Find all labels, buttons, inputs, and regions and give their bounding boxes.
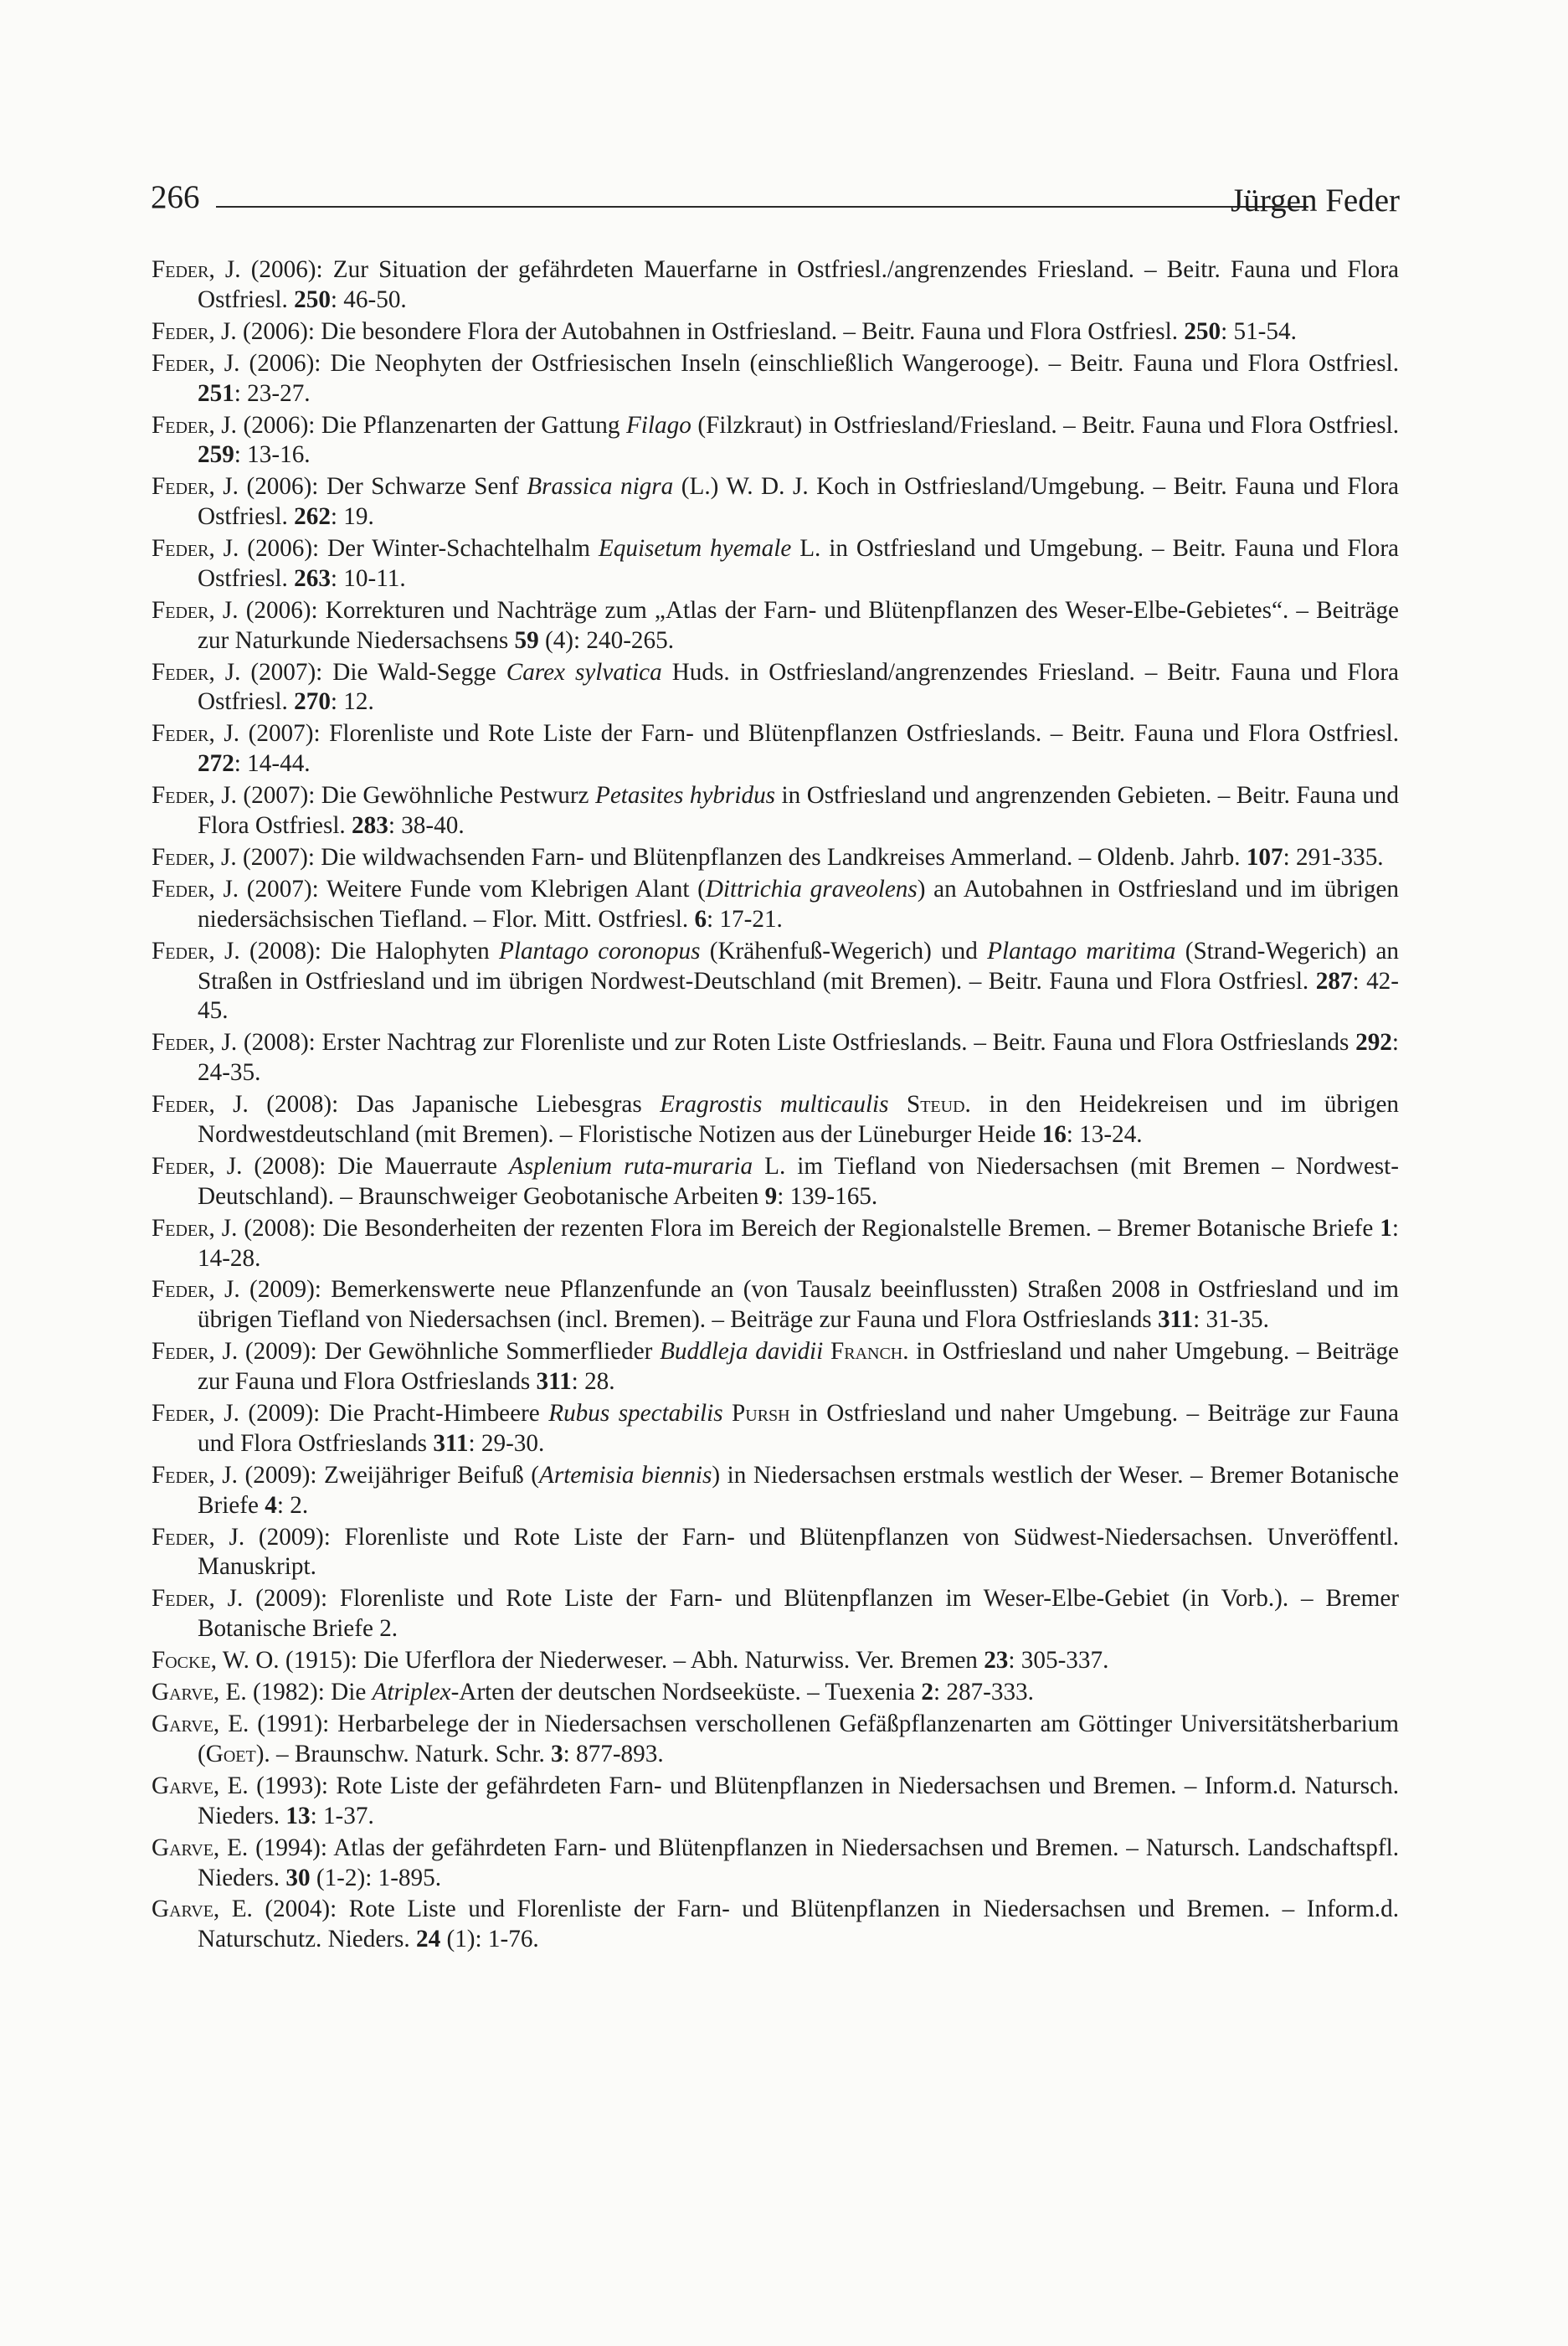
ref-volume: 251 (198, 379, 234, 407)
reference-entry (152, 1028, 1399, 1088)
ref-volume: 262 (294, 503, 331, 531)
ref-author: Focke (152, 1647, 211, 1675)
ref-scientific-name: Artemisia biennis (539, 1461, 712, 1489)
reference-entry (152, 596, 1399, 656)
ref-volume: 6 (694, 905, 707, 933)
ref-text: , J. (2006): Der Winter-Schachtelhalm (208, 535, 599, 563)
ref-text: , E. (1982): Die (213, 1679, 373, 1706)
ref-text: : 51-54. (1221, 317, 1297, 345)
ref-scientific-name: Plantago maritima (987, 937, 1176, 965)
ref-text: , E. (1994): Atlas der gefährdeten Farn- und Blütenpflanzen in Niedersachsen und Bremen. – Natursch. Landschaftspfl. Nieders. (198, 1834, 1399, 1891)
ref-text: : 2. (276, 1491, 309, 1519)
ref-author: Feder (152, 937, 209, 965)
ref-author: Garve (152, 1772, 213, 1799)
ref-text: (1): 1-76. (440, 1926, 539, 1953)
ref-text: ) an Autobahnen in Ostfriesland und im übrigen niedersächsischen Tiefland. – Flor. Mitt. Ostfriesl. (198, 876, 1399, 933)
reference-entry (152, 875, 1399, 935)
ref-volume: 287 (1315, 967, 1353, 995)
ref-text: : 24-35. (198, 1029, 1399, 1087)
ref-text: , E. (2004): Rote Liste und Florenliste der Farn- und Blütenpflanzen in Niedersachsen und Bremen. – Inform.d. Naturschutz. Nieders. (198, 1896, 1399, 1953)
ref-text: (Strand-Wegerich) an Straßen in Ostfriesland und im übrigen Nordwest-Deutschland (mit Bremen). – Beitr. Fauna und Flora Ostfriesl. (198, 937, 1399, 995)
ref-volume: 283 (352, 812, 388, 840)
ref-text: ). – Braunschw. Naturk. Schr. (255, 1740, 552, 1767)
ref-volume: 263 (294, 564, 331, 592)
ref-text: : 10-11. (330, 564, 406, 592)
ref-volume: 250 (1184, 317, 1221, 345)
ref-author: Feder (152, 1585, 209, 1613)
ref-scientific-name: Brassica nigra (527, 473, 674, 501)
ref-text: in Ostfriesland und naher Umgebung. – Beiträge zur Fauna und Flora Ostfrieslands (198, 1400, 1399, 1457)
ref-small-caps: Steud (906, 1091, 965, 1119)
ref-volume: 23 (984, 1647, 1009, 1675)
ref-text: : 287-333. (933, 1679, 1034, 1706)
ref-text: , J. (2006): Korrekturen und Nachträge zum „Atlas der Farn- und Blütenpflanzen des Weser-Elbe-Gebietes“. – Beiträge zur Naturkunde Niedersachsens (198, 596, 1399, 654)
ref-text (723, 1400, 732, 1427)
ref-volume: 4 (265, 1491, 277, 1519)
ref-scientific-name: Atriplex (372, 1679, 451, 1706)
ref-text: , J. (2008): Die Halophyten (208, 937, 500, 965)
ref-author: Feder (152, 411, 209, 439)
ref-author: Feder (152, 844, 209, 872)
reference-entry (152, 1834, 1399, 1894)
ref-text: : 14-44. (234, 750, 311, 778)
ref-text: (L.) W. D. J. Koch in Ostfriesland/Umgebung. – Beitr. Fauna und Flora Ostfriesl. (198, 473, 1400, 531)
ref-text: , J. (2009): Florenliste und Rote Liste der Farn- und Blütenpflanzen im Weser-Elbe-Gebiet (in Vorb.). – Bremer Botanische Briefe 2. (198, 1585, 1399, 1643)
ref-text: ) in Niedersachsen erstmals westlich der Weser. – Bremer Botanische Briefe (198, 1461, 1399, 1519)
ref-scientific-name: Eragrostis multicaulis (660, 1091, 889, 1119)
ref-text: : 13-24. (1066, 1120, 1143, 1148)
page-number: 266 (151, 179, 200, 215)
ref-text: , J. (2007): Weitere Funde vom Klebrigen Alant ( (208, 876, 706, 903)
ref-author: Feder (152, 1523, 209, 1551)
ref-text: , J. (2006): Die besondere Flora der Autobahnen in Ostfriesland. – Beitr. Fauna und Flora Ostfriesl. (208, 317, 1185, 345)
ref-author: Feder (152, 256, 209, 283)
ref-text: : 46-50. (330, 286, 407, 313)
ref-text: : 139-165. (777, 1182, 878, 1210)
ref-text: : 291-335. (1283, 844, 1384, 872)
ref-text: , J. (2009): Der Gewöhnliche Sommerflieder (208, 1338, 661, 1366)
ref-author: Feder (152, 349, 209, 377)
reference-entry (152, 349, 1399, 409)
page-header (151, 174, 1400, 224)
ref-author: Feder (152, 658, 209, 686)
ref-volume: 16 (1041, 1120, 1067, 1148)
ref-volume: 24 (415, 1926, 441, 1953)
ref-text: , J. (2006): Die Pflanzenarten der Gattung (208, 411, 626, 439)
reference-entry (152, 1399, 1399, 1459)
reference-entry (152, 411, 1399, 471)
ref-small-caps: Franch (830, 1338, 903, 1366)
reference-entry (152, 1584, 1399, 1644)
reference-entry (152, 472, 1399, 532)
ref-text: : 42-45. (198, 967, 1399, 1025)
ref-volume: 272 (198, 750, 234, 778)
ref-text: -Arten der deutschen Nordseeküste. – Tuexenia (450, 1679, 922, 1706)
ref-text: : 31-35. (1193, 1306, 1269, 1334)
ref-volume: 250 (294, 286, 331, 313)
reference-entry (152, 1337, 1399, 1397)
ref-scientific-name: Petasites hybridus (595, 782, 776, 810)
ref-text: , J. (2007): Die Wald-Segge (208, 658, 506, 686)
ref-author: Feder (152, 596, 209, 624)
ref-text: , J. (2006): Der Schwarze Senf (208, 473, 527, 501)
ref-author: Feder (152, 317, 209, 345)
ref-volume: 311 (433, 1429, 469, 1457)
running-title: Jürgen Feder (1231, 183, 1400, 219)
ref-author: Garve (152, 1834, 213, 1861)
ref-volume: 311 (1157, 1306, 1194, 1334)
reference-entry (152, 255, 1399, 316)
ref-volume: 270 (294, 688, 331, 716)
ref-text: (1-2): 1-895. (310, 1864, 442, 1891)
reference-entry (152, 534, 1399, 594)
reference-entry (152, 1214, 1399, 1274)
ref-text: : 29-30. (468, 1429, 545, 1457)
reference-entry (152, 1772, 1399, 1832)
ref-text: , J. (2008): Die Besonderheiten der rezenten Flora im Bereich der Regionalstelle Bremen. – Bremer Botanische Briefe (208, 1214, 1380, 1242)
ref-text: L. im Tiefland von Niedersachsen (mit Bremen – Nordwest-Deutschland). – Braunschweiger Geobotanische Arbeiten (198, 1152, 1399, 1210)
ref-text: : 12. (330, 688, 374, 716)
reference-entry (152, 1646, 1399, 1676)
ref-scientific-name: Dittrichia graveolens (705, 876, 918, 903)
reference-entry (152, 1152, 1399, 1212)
ref-author: Feder (152, 473, 209, 501)
ref-text: (Filzkraut) in Ostfriesland/Friesland. – Beitr. Fauna und Flora Ostfriesl. (691, 411, 1400, 439)
ref-volume: 2 (921, 1679, 933, 1706)
ref-text: Huds. in Ostfriesland/angrenzendes Friesland. – Beitr. Fauna und Flora Ostfriesl. (198, 658, 1399, 716)
ref-scientific-name: Rubus spectabilis (548, 1400, 723, 1428)
ref-author: Feder (152, 1400, 209, 1428)
ref-text: , J. (2006): Zur Situation der gefährdeten Mauerfarne in Ostfriesl./angrenzendes Friesland. – Beitr. Fauna und Flora Ostfriesl. (198, 256, 1399, 313)
ref-author: Feder (152, 876, 209, 903)
ref-text: , J. (2008): Erster Nachtrag zur Florenliste und zur Roten Liste Ostfrieslands. – Beitr. Fauna und Flora Ostfrieslands (208, 1029, 1356, 1057)
ref-author: Feder (152, 720, 209, 748)
ref-text: : 38-40. (388, 812, 465, 840)
reference-entry (152, 1090, 1399, 1150)
ref-text: , J. (2008): Das Japanische Liebesgras (208, 1091, 661, 1119)
ref-author: Garve (152, 1679, 213, 1706)
ref-volume: 59 (514, 626, 539, 654)
reference-entry (152, 1678, 1399, 1708)
ref-volume: 30 (285, 1864, 311, 1891)
ref-text: , J. (2006): Die Neophyten der Ostfriesischen Inseln (einschließlich Wangerooge). – Beitr. Fauna und Flora Ostfriesl. (208, 349, 1399, 377)
ref-author: Feder (152, 1338, 209, 1366)
ref-text: : 13-16. (234, 441, 311, 469)
ref-author: Feder (152, 782, 209, 810)
ref-volume: 292 (1355, 1029, 1392, 1057)
ref-volume: 1 (1380, 1214, 1392, 1242)
ref-text: (4): 240-265. (538, 626, 674, 654)
ref-author: Feder (152, 1029, 209, 1057)
reference-entry (152, 1275, 1399, 1335)
ref-author: Feder (152, 1276, 209, 1304)
ref-text: : 17-21. (707, 905, 783, 933)
ref-small-caps: Goet (205, 1740, 256, 1767)
ref-scientific-name: Buddleja davidii (660, 1338, 824, 1366)
ref-text: (Krähenfuß-Wegerich) und (700, 937, 988, 965)
reference-entry (152, 1895, 1399, 1955)
ref-text: , J. (2009): Die Pracht-Himbeere (208, 1400, 549, 1428)
reference-entry (152, 658, 1399, 718)
reference-entry (152, 937, 1399, 1026)
ref-text: , J. (2007): Die wildwachsenden Farn- und Blütenpflanzen des Landkreises Ammerland. – Oldenb. Jahrb. (208, 844, 1247, 872)
reference-entry (152, 719, 1399, 779)
ref-text: , W. O. (1915): Die Uferflora der Niederweser. – Abh. Naturwiss. Ver. Bremen (210, 1647, 984, 1675)
ref-text: . in den Heidekreisen und im übrigen Nordwestdeutschland (mit Bremen). – Floristische Notizen aus der Lüneburger Heide (198, 1091, 1400, 1148)
reference-entry (152, 781, 1399, 841)
ref-text: , J. (2008): Die Mauerraute (208, 1152, 509, 1180)
ref-text: . in Ostfriesland und naher Umgebung. – Beiträge zur Fauna und Flora Ostfrieslands (198, 1338, 1400, 1396)
ref-scientific-name: Carex sylvatica (506, 658, 662, 686)
ref-text: : 23-27. (234, 379, 311, 407)
ref-author: Feder (152, 1091, 209, 1119)
ref-small-caps: Pursh (732, 1400, 790, 1428)
ref-author: Feder (152, 1152, 209, 1180)
ref-text: : 1-37. (310, 1802, 374, 1829)
ref-text: : 19. (330, 503, 374, 531)
reference-entry (152, 1523, 1399, 1583)
ref-text: : 28. (571, 1368, 615, 1396)
ref-text: , E. (1991): Herbarbelege der in Niedersachsen verschollenen Gefäßpflanzenarten am Göttinger Universitätsherbarium ( (198, 1711, 1399, 1767)
ref-text: , J. (2007): Die Gewöhnliche Pestwurz (208, 782, 595, 810)
ref-text: , J. (2009): Florenliste und Rote Liste der Farn- und Blütenpflanzen von Südwest-Niedersachsen. Unveröffentl. Manuskript. (198, 1523, 1399, 1581)
ref-scientific-name: Asplenium ruta-muraria (508, 1152, 753, 1180)
ref-author: Garve (152, 1896, 213, 1923)
reference-entry (152, 317, 1399, 347)
ref-author: Feder (152, 535, 209, 563)
ref-text (889, 1091, 907, 1118)
ref-scientific-name: Equisetum hyemale (598, 535, 792, 563)
ref-volume: 3 (551, 1740, 563, 1767)
ref-scientific-name: Plantago coronopus (499, 937, 701, 965)
ref-text: , E. (1993): Rote Liste der gefährdeten Farn- und Blütenpflanzen in Niedersachsen und Bremen. – Inform.d. Natursch. Nieders. (198, 1772, 1399, 1829)
reference-entry (152, 843, 1399, 873)
ref-volume: 259 (198, 441, 234, 469)
reference-list (152, 255, 1399, 1957)
ref-author: Feder (152, 1461, 209, 1489)
ref-text: , J. (2009): Zweijähriger Beifuß ( (208, 1461, 540, 1489)
ref-text: in Ostfriesland und angrenzenden Gebieten. – Beitr. Fauna und Flora Ostfriesl. (198, 782, 1399, 840)
ref-text: , J. (2007): Florenliste und Rote Liste der Farn- und Blütenpflanzen Ostfrieslands. – Beitr. Fauna und Flora Ostfriesl. (208, 720, 1399, 748)
header-rule (216, 206, 1308, 208)
ref-volume: 13 (285, 1802, 311, 1829)
ref-volume: 107 (1246, 844, 1283, 872)
ref-volume: 311 (536, 1368, 572, 1396)
ref-author: Feder (152, 1214, 209, 1242)
reference-entry (152, 1461, 1399, 1521)
reference-entry (152, 1710, 1399, 1770)
ref-text: L. in Ostfriesland und Umgebung. – Beitr. Fauna und Flora Ostfriesl. (198, 535, 1400, 592)
ref-volume: 9 (764, 1182, 778, 1210)
ref-text: : 305-337. (1008, 1647, 1109, 1675)
ref-text: : 14-28. (198, 1214, 1399, 1272)
ref-scientific-name: Filago (625, 411, 691, 439)
ref-text: : 877-893. (563, 1740, 664, 1767)
ref-text (823, 1338, 830, 1365)
ref-author: Garve (152, 1711, 213, 1738)
ref-text: , J. (2009): Bemerkenswerte neue Pflanzenfunde an (von Tausalz beeinflussten) Straßen 2008 in Ostfriesland und im übrigen Tiefland von Niedersachsen (incl. Bremen). – Beiträge zur Fauna und Flora Ostfrieslands (198, 1276, 1399, 1334)
